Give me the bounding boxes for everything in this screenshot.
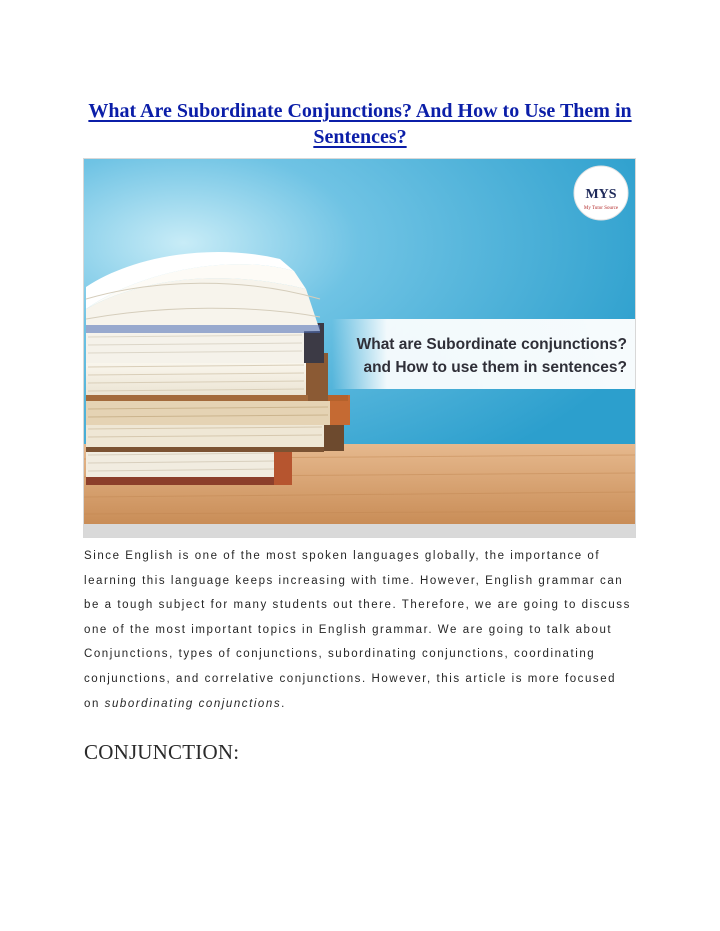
section-heading: CONJUNCTION:: [84, 740, 240, 764]
intro-text-end: .: [281, 697, 286, 710]
logo-caption: My Tutor Source: [583, 206, 619, 211]
banner-image: [83, 158, 636, 538]
brand-logo: [574, 166, 628, 220]
headline-band: [332, 319, 636, 389]
page-title: What Are Subordinate Conjunctions? And How to Use Them in Sentences?: [88, 100, 632, 148]
logo-mark: MYS: [585, 187, 617, 202]
intro-paragraph: [84, 544, 636, 716]
banner-headline-line2: and How to use them in sentences?: [363, 359, 627, 376]
intro-emphasis: subordinating conjunctions: [104, 697, 282, 710]
intro-text-main: Since English is one of the most spoken languages globally, the importance of learning this language keeps increasing with time. However, English grammar can be a tough subject for many students out there. Therefore, we are going to discuss one of the most important topics in English grammar. We are going to talk about Conjunctions, types of conjunctions, subordinating conjunctions, coordinating conjunctions, and correlative conjunctions. However, this article is more focused on: [84, 550, 631, 710]
banner-headline-line1: What are Subordinate conjunctions?: [356, 336, 627, 353]
